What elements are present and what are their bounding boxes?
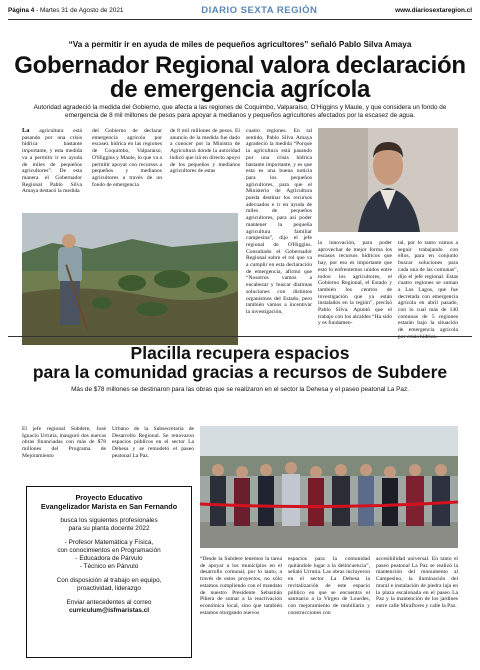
article1-column: la innovación, para poder aprovechar de mejor forma los escasos recursos hídricos que hay, por eso es importante que esto lo enfrentemos unidos entre todos: los agricultores, el Gobierno Regional, el Estado y también los centros de investigación que ya están instalados en la región”, precisó Pablo Silva. Apuntó que el trabajo con los alcaldes “Ha sido y es fundamen-: [318, 240, 392, 327]
article2-column: Urbano de la Subsecretaría de Desarrollo Regional. Se renovaron espacios públicos en el sector La Dehesa y se remodeló el paseo peatonal La Paz.: [112, 426, 194, 459]
article2-column: accesibilidad universal. En tanto el paseo peatonal La Paz se realizó la mantención del monumento al Campesino, la iluminación del mural e instalación de piedra laja en la plaza escalonada en el paseo La Paz y la mantención de los jardines entre calle Miraflores y calle la Paz.: [376, 556, 458, 609]
ad-text: proactividad, liderazgo: [77, 585, 141, 592]
ad-text: busca los siguientes profesionales: [60, 517, 158, 524]
ad-email-link[interactable]: curriculum@isfmaristas.cl: [68, 607, 150, 614]
ad-list-item: - Técnico en Párvulo: [79, 563, 139, 570]
website-link[interactable]: www.diariosextaregion.cl: [395, 7, 472, 14]
headline-line: para la comunidad gracias a recursos de Subdere: [32, 362, 448, 382]
header-divider: [8, 19, 472, 20]
masthead: DIARIO SEXTA REGIÓN: [201, 5, 318, 16]
page-header: [8, 4, 472, 17]
ad-title: Evangelizador Marista en San Fernando: [40, 502, 178, 511]
article1-column: tal, por lo tanto vamos a seguir trabajando con ellos, para en conjunto buscar soluciones para cada una de las comunas”, dijo el jefe regional. Estas cuatro regiones se suman a Los Lagos, que fue decretada con emergencia agrícola en abril pasado, con lo cual más de 140 comunas de 5 regiones estarán bajo la situación de emergencia agrícola: [398, 240, 458, 334]
page-date: [8, 7, 123, 14]
date-text: - Martes 31 de Agosto de 2021: [34, 7, 124, 14]
article2-headline: [0, 344, 480, 382]
ad-text: Enviar antecedentes al correo: [66, 599, 152, 606]
page-number: Página 4: [8, 7, 35, 14]
article1-column: de 8 mil millones de pesos. El anuncio de la medida fue dado a conocer por la Ministra de Agricultura donde la autoridad indicó que irá en directo apoyo de los pequeños y medianos agricultores de estas: [170, 128, 240, 175]
ad-list-item: - Educadora de Párvulo: [75, 555, 143, 562]
headline-line: de emergencia agrícola: [109, 76, 371, 103]
article2-column: “Desde la Subdere tenemos la tarea de apoyar a los municipios en el desarrollo comunal, por lo tanto, a través de estos proyectos, no sólo estamos cumpliendo con el mandato de nuestro Presidente Sebastián Piñera de sumar a la reactivación económica local, sino que también estamos otorgando nuevos: [200, 556, 282, 616]
ad-text: para su planta docente 2022: [68, 525, 150, 532]
article2-column: El jefe regional Subdere, José Ignacio Urrutia, inauguró dos nuevas obras financiadas con más de $78 millones del Programa de Mejoramiento: [22, 426, 106, 459]
farmer-photo: [22, 213, 238, 345]
section-divider: [8, 336, 472, 337]
job-ad-box: [26, 486, 192, 658]
ad-list-item: con conocimientos en Programación: [57, 547, 161, 554]
article1-headline: [0, 54, 480, 102]
article1-column: [22, 128, 82, 195]
column-text: agricultura está pasando por una crisis hídrica bastante importante, y esta medida va a permitir ir en ayuda de miles de pequeños agricultores”. De esta manera el Gobernador Regional Pablo Silva Amaya destacó la medida: [22, 128, 82, 195]
article1-column: cuatro regiones. En tal sentido, Pablo Silva Amaya agradeció la medida “Porque la agricultura está pasando por una crisis hídrica bastante importante, y es que esta es una buena noticia para los pequeños agricultores, para que el Ministerio de Agricultura pueda destinar los recursos adecuados e ir en ayuda de miles de pequeños agricultores, para así poder mantener la pequeña agricultura familiar campesina”, dijo el jefe regional de O'Higgins. Consultado el Gobernador Regional sobre el rol que va a cumplir en esta declaración de emergencia, afirmó que “Nosotros vamos a encabezar y buscar distintas soluciones con distintos organismos del Estado, pero también vamos a incentivar la investigación,: [246, 128, 312, 315]
article2-column: espacios para la comunidad quitándole lugar a la delincuencia”, señaló Urrutia. Las obras incluyeron en el sector La Dehesa la revitalización de este espacio público en que se encuentra el santuario a la Virgen de Lourdes, con mejoramiento de mobiliario y construcciones con: [288, 556, 370, 616]
ad-list-item: - Profesor Matemática y Física,: [64, 539, 154, 546]
ribbon-cutting-photo: [200, 426, 458, 548]
article1-deck: Autoridad agradeció la medida del Gobierno, que afecta a las regiones de Coquimbo, Valparaíso, O'Higgins y Maule, y que considera un fondo de emergencia de 8 mil millones de pesos para apoyar a medianos y pequeños agricultores afectados por la escasez de agua.: [33, 104, 447, 119]
portrait-photo: [318, 128, 458, 232]
ad-text: Con disposición al trabajo en equipo,: [56, 577, 162, 584]
dropcap: La: [22, 127, 30, 134]
headline-line: Gobernador Regional valora declaración: [14, 52, 466, 79]
article2-deck: Más de $78 millones se destinaron para las obras que se realizaron en el sector la Dehesa y el paseo peatonal La Paz.: [71, 386, 409, 393]
ad-title: Proyecto Educativo: [75, 493, 143, 502]
headline-line: Placilla recupera espacios: [130, 343, 350, 363]
article1-kicker: “Va a permitir ir en ayuda de miles de pequeños agricultores” señaló Pablo Silva Amaya: [68, 40, 412, 49]
article1-column: del Gobierno de declarar emergencia agrícola por escasez hídrica en las regiones de Coquimbo, Valparaíso, O'Higgins y Maule, lo que va a permitir apoyar con recursos a pequeños y medianos agricultores a través de un fondo de emergencia: [92, 128, 162, 188]
